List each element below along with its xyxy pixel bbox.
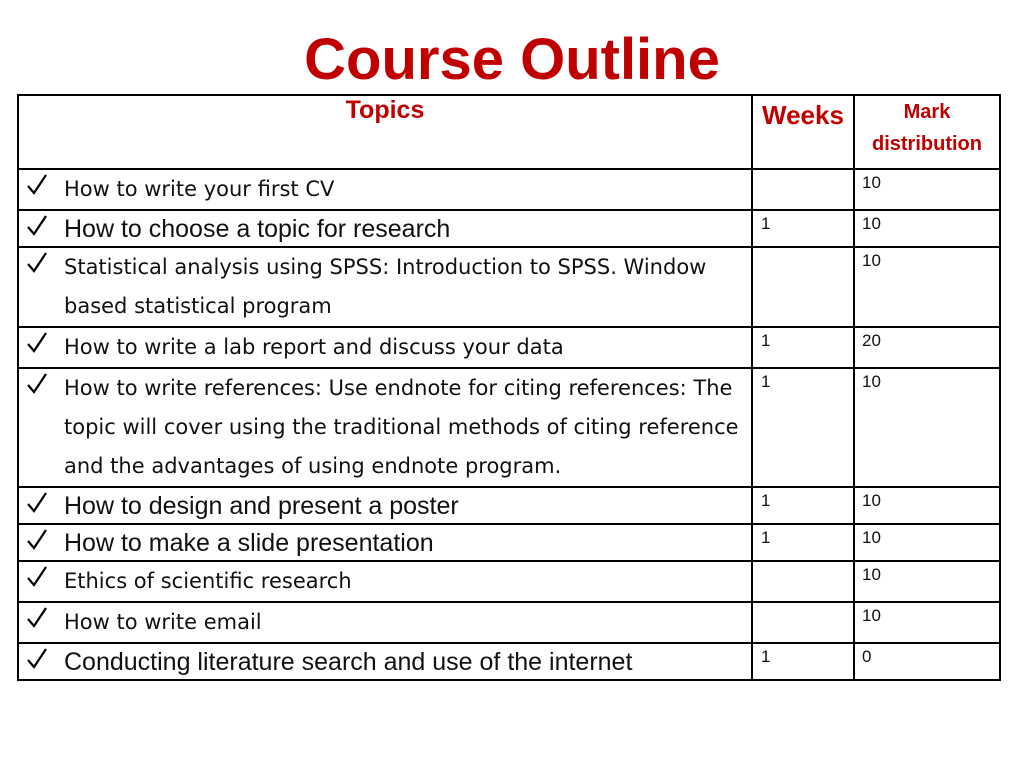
topic-text: How to write email [64, 610, 262, 634]
column-header-weeks: Weeks [752, 95, 854, 169]
weeks-cell [752, 169, 854, 210]
mark-value: 10 [862, 606, 881, 625]
checkmark-icon [27, 251, 49, 277]
table-row [18, 561, 1000, 602]
checkmark-icon [27, 647, 49, 673]
topic-cell [18, 487, 752, 524]
topic-cell [18, 327, 752, 368]
topic-cell [18, 210, 752, 247]
topic-text: Statistical analysis using SPSS: Introduction to SPSS. Window based statistical program [64, 255, 707, 318]
checkmark-icon [27, 372, 49, 398]
mark-cell [854, 327, 1000, 368]
mark-value: 10 [862, 565, 881, 584]
mark-cell [854, 169, 1000, 210]
weeks-cell [752, 327, 854, 368]
topic-text: How to design and present a poster [64, 492, 459, 520]
mark-cell [854, 524, 1000, 561]
weeks-cell [752, 561, 854, 602]
checkmark-icon [27, 173, 49, 199]
table-row [18, 368, 1000, 487]
weeks-value: 1 [761, 331, 771, 350]
topic-cell [18, 524, 752, 561]
mark-value: 10 [862, 528, 881, 547]
weeks-cell [752, 524, 854, 561]
mark-cell [854, 561, 1000, 602]
weeks-value [753, 248, 853, 251]
mark-value: 10 [862, 372, 881, 391]
weeks-value [753, 603, 853, 606]
mark-value: 10 [862, 173, 881, 192]
mark-cell [854, 487, 1000, 524]
topic-text: How to write a lab report and discuss your data [64, 335, 564, 359]
topic-text: Ethics of scientific research [64, 569, 352, 593]
checkmark-icon [27, 331, 49, 357]
mark-cell [854, 643, 1000, 680]
topic-cell [18, 368, 752, 487]
table-row [18, 602, 1000, 643]
course-outline-table [17, 94, 1001, 681]
weeks-cell [752, 210, 854, 247]
mark-value: 0 [862, 647, 872, 666]
checkmark-icon [27, 491, 49, 517]
topic-text: How to choose a topic for research [64, 215, 451, 243]
mark-cell [854, 210, 1000, 247]
page-title: Course Outline [304, 27, 720, 92]
weeks-value [753, 562, 853, 565]
column-header-mark-distribution: Mark distribution [854, 95, 1000, 169]
weeks-cell [752, 368, 854, 487]
table-row [18, 524, 1000, 561]
topic-cell [18, 643, 752, 680]
topic-cell [18, 247, 752, 327]
mark-cell [854, 602, 1000, 643]
table-row [18, 487, 1000, 524]
mark-value: 10 [862, 251, 881, 270]
topic-text: How to write references: Use endnote for citing references: The topic will cover using the traditional methods of citing reference and the advantages of using endnote program. [64, 376, 739, 478]
checkmark-icon [27, 565, 49, 591]
weeks-value: 1 [761, 214, 771, 233]
mark-value: 10 [862, 491, 881, 510]
table-row [18, 247, 1000, 327]
topic-cell [18, 169, 752, 210]
weeks-value: 1 [761, 528, 771, 547]
table-row [18, 169, 1000, 210]
weeks-value: 1 [761, 491, 771, 510]
mark-value: 20 [862, 331, 881, 350]
topic-cell [18, 602, 752, 643]
topic-text: Conducting literature search and use of the internet [64, 648, 633, 676]
weeks-cell [752, 247, 854, 327]
weeks-value: 1 [761, 372, 771, 391]
weeks-cell [752, 643, 854, 680]
topic-cell [18, 561, 752, 602]
mark-cell [854, 247, 1000, 327]
weeks-cell [752, 602, 854, 643]
column-header-topics: Topics [18, 95, 752, 169]
weeks-value [753, 170, 853, 173]
weeks-cell [752, 487, 854, 524]
checkmark-icon [27, 528, 49, 554]
mark-cell [854, 368, 1000, 487]
topic-text: How to write your first CV [64, 177, 335, 201]
table-header-row [18, 95, 1000, 169]
topic-text: How to make a slide presentation [64, 529, 434, 557]
table-row [18, 643, 1000, 680]
checkmark-icon [27, 606, 49, 632]
mark-value: 10 [862, 214, 881, 233]
table-row [18, 210, 1000, 247]
checkmark-icon [27, 214, 49, 240]
weeks-value: 1 [761, 647, 771, 666]
table-row [18, 327, 1000, 368]
